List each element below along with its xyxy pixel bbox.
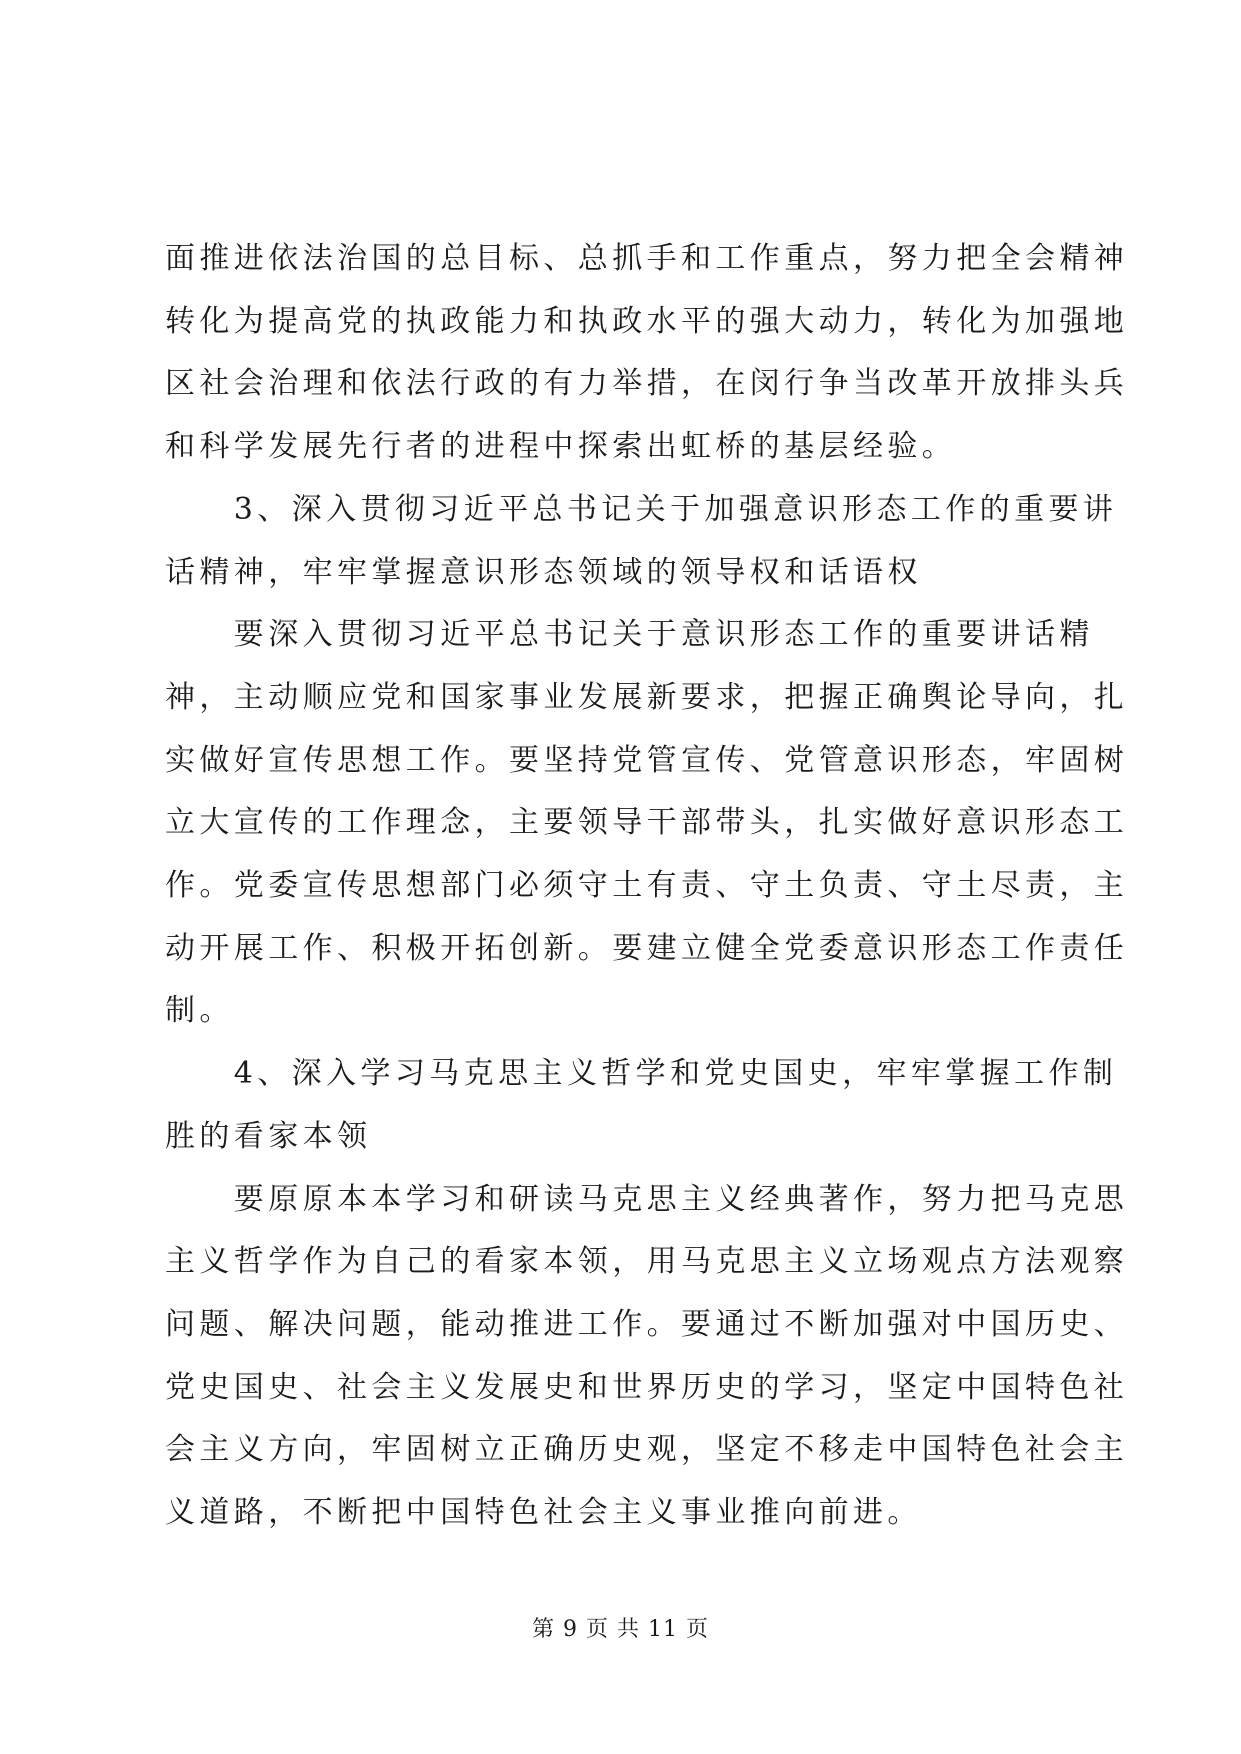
- section-heading-line: 3、深入贯彻习近平总书记关于加强意识形态工作的重要讲: [165, 491, 1118, 527]
- text-line: 会主义方向，牢固树立正确历史观，坚定不移走中国特色社会主: [165, 1432, 1129, 1468]
- section-heading-line: 话精神，牢牢掌握意识形态领域的领导权和话语权: [165, 554, 922, 590]
- text-line: 制。: [165, 993, 234, 1029]
- text-line: 党史国史、社会主义发展史和世界历史的学习，坚定中国特色社: [165, 1369, 1129, 1405]
- text-line: 要原原本本学习和研读马克思主义经典著作，努力把马克思: [165, 1181, 1129, 1217]
- text-line: 神，主动顺应党和国家事业发展新要求，把握正确舆论导向，扎: [165, 679, 1129, 715]
- text-line: 立大宣传的工作理念，主要领导干部带头，扎实做好意识形态工: [165, 805, 1129, 841]
- body-text: [165, 228, 1129, 1545]
- text-line: 转化为提高党的执政能力和执政水平的强大动力，转化为加强地: [165, 303, 1129, 339]
- text-line: 区社会治理和依法行政的有力举措，在闵行争当改革开放排头兵: [165, 366, 1129, 402]
- text-line: 义道路，不断把中国特色社会主义事业推向前进。: [165, 1495, 922, 1531]
- page-number-footer: 第 9 页 共 11 页: [532, 1617, 709, 1642]
- text-line: 主义哲学作为自己的看家本领，用马克思主义立场观点方法观察: [165, 1244, 1129, 1280]
- text-line: 作。党委宣传思想部门必须守土有责、守土负责、守土尽责，主: [165, 868, 1129, 904]
- text-line: 要深入贯彻习近平总书记关于意识形态工作的重要讲话精: [165, 617, 1094, 653]
- document-body: [165, 228, 1129, 1545]
- section-heading-line: 4、深入学习马克思主义哲学和党史国史，牢牢掌握工作制: [165, 1056, 1118, 1092]
- text-line: 面推进依法治国的总目标、总抓手和工作重点，努力把全会精神: [165, 241, 1129, 276]
- text-line: 和科学发展先行者的进程中探索出虹桥的基层经验。: [165, 429, 957, 465]
- text-line: 动开展工作、积极开拓创新。要建立健全党委意识形态工作责任: [165, 930, 1129, 966]
- text-line: 实做好宣传思想工作。要坚持党管宣传、党管意识形态，牢固树: [165, 742, 1129, 778]
- section-heading-line: 胜的看家本领: [165, 1118, 372, 1154]
- text-line: 问题、解决问题，能动推进工作。要通过不断加强对中国历史、: [165, 1306, 1129, 1342]
